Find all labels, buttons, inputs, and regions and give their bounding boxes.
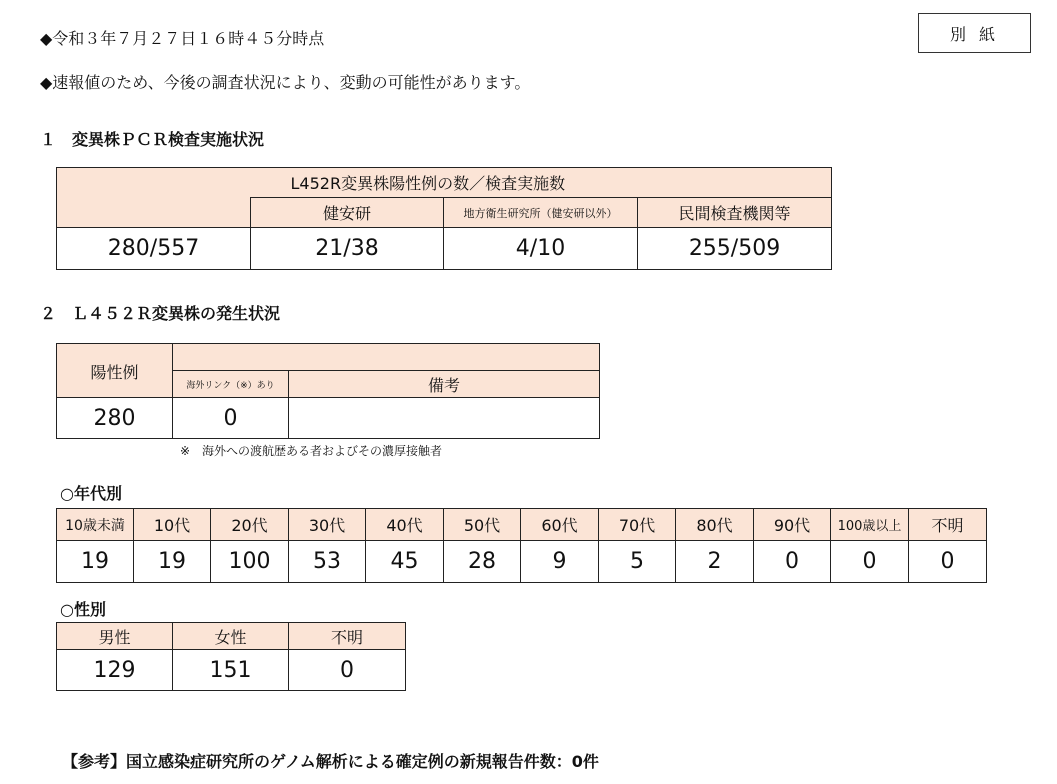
pcr-main-header: L452R変異株陽性例の数／検査実施数 — [251, 168, 832, 198]
age-value-20s: 100 — [211, 541, 289, 583]
age-title: ○年代別 — [60, 484, 122, 503]
remarks-header: 備考 — [289, 371, 600, 398]
age-header-40s: 40代 — [366, 509, 444, 541]
age-header-under10: 10歳未満 — [57, 509, 134, 541]
positive-header: 陽性例 — [57, 344, 173, 398]
age-header-90s: 90代 — [754, 509, 831, 541]
age-value-under10: 19 — [57, 541, 134, 583]
age-value-30s: 53 — [289, 541, 366, 583]
pcr-table — [56, 167, 832, 270]
notice-line: ◆速報値のため、今後の調査状況により、変動の可能性があります。 — [40, 73, 531, 92]
pcr-total-value: 280/557 — [57, 228, 251, 270]
pcr-header-blank — [57, 168, 251, 228]
age-value-50s: 28 — [444, 541, 521, 583]
timestamp-line: ◆令和３年７月２７日１６時４５分時点 — [40, 29, 325, 48]
sex-header-female: 女性 — [173, 623, 289, 650]
age-header-70s: 70代 — [599, 509, 676, 541]
section2-title: ２ Ｌ４５２Ｒ変異株の発生状況 — [40, 304, 281, 323]
annex-box: 別 紙 — [918, 13, 1031, 53]
age-value-unknown: 0 — [909, 541, 987, 583]
age-header-80s: 80代 — [676, 509, 754, 541]
pcr-local-lab-value: 4/10 — [444, 228, 638, 270]
reference-line: 【参考】国立感染症研究所のゲノム解析による確定例の新規報告件数：0件 — [62, 752, 599, 771]
positive-value: 280 — [57, 398, 173, 439]
pcr-col-private-lab: 民間検査機関等 — [638, 198, 832, 228]
sex-header-unknown: 不明 — [289, 623, 406, 650]
age-header-50s: 50代 — [444, 509, 521, 541]
overseas-link-value: 0 — [173, 398, 289, 439]
age-value-40s: 45 — [366, 541, 444, 583]
pcr-private-lab-value: 255/509 — [638, 228, 832, 270]
sex-value-unknown: 0 — [289, 650, 406, 691]
age-header-60s: 60代 — [521, 509, 599, 541]
sex-table — [56, 622, 406, 691]
sex-value-male: 129 — [57, 650, 173, 691]
age-value-60s: 9 — [521, 541, 599, 583]
age-value-70s: 5 — [599, 541, 676, 583]
occurrence-table — [56, 343, 600, 439]
age-value-90s: 0 — [754, 541, 831, 583]
sex-value-female: 151 — [173, 650, 289, 691]
age-value-100plus: 0 — [831, 541, 909, 583]
overseas-link-header: 海外リンク（※）あり — [173, 371, 289, 398]
age-header-unknown: 不明 — [909, 509, 987, 541]
footnote: ※ 海外への渡航歴ある者およびその濃厚接触者 — [180, 444, 443, 458]
age-header-10s: 10代 — [134, 509, 211, 541]
age-value-80s: 2 — [676, 541, 754, 583]
pcr-kenanken-value: 21/38 — [251, 228, 444, 270]
age-header-30s: 30代 — [289, 509, 366, 541]
age-header-20s: 20代 — [211, 509, 289, 541]
pcr-col-kenanken: 健安研 — [251, 198, 444, 228]
age-value-10s: 19 — [134, 541, 211, 583]
age-header-100plus: 100歳以上 — [831, 509, 909, 541]
sex-title: ○性別 — [60, 600, 106, 619]
age-table — [56, 508, 987, 583]
pcr-col-local-lab: 地方衛生研究所（健安研以外） — [444, 198, 638, 228]
section1-title: １ 変異株ＰＣＲ検査実施状況 — [40, 130, 265, 149]
occurrence-header-blank — [173, 344, 600, 371]
remarks-value — [289, 398, 600, 439]
sex-header-male: 男性 — [57, 623, 173, 650]
